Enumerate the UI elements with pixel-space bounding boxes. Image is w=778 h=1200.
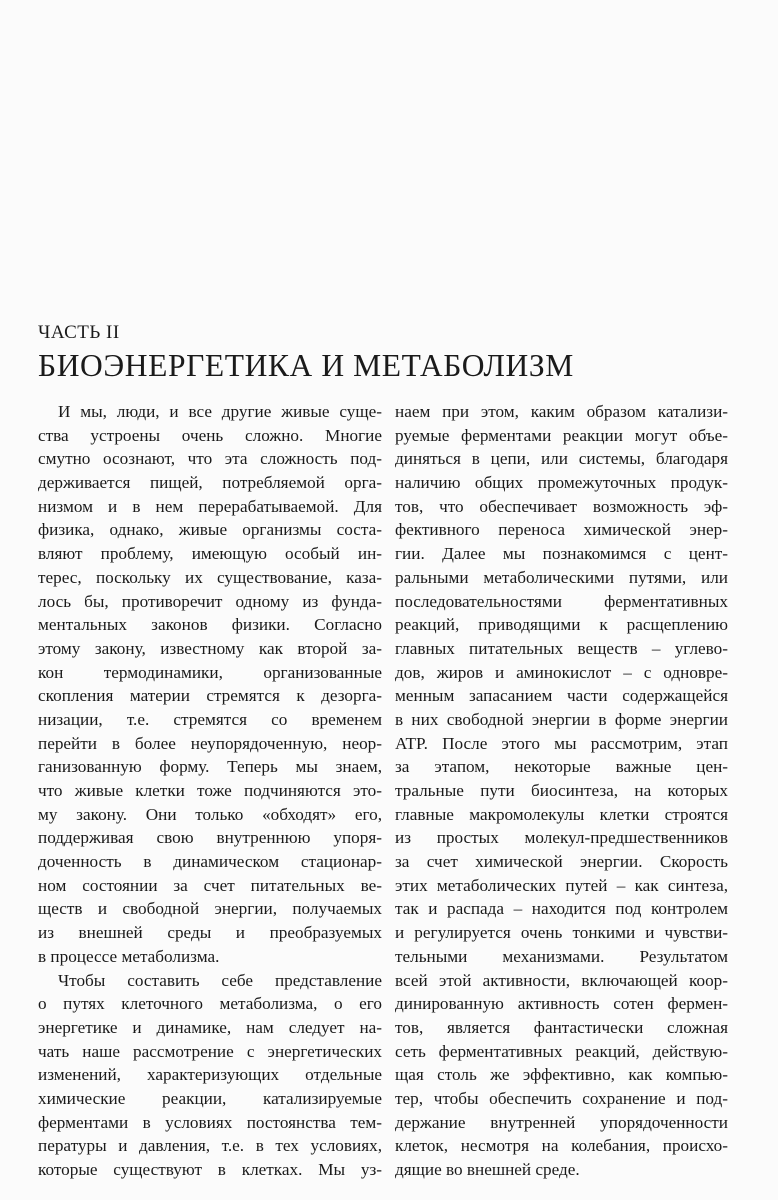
text-line: пературы и давления, т.е. в тех условиях, xyxy=(38,1136,382,1156)
text-line: фективного переноса химической энер- xyxy=(395,520,728,540)
text-line: наличию общих промежуточных продук- xyxy=(395,473,728,493)
text-line: всей этой активности, включающей коор- xyxy=(395,970,728,990)
text-line: из внешней среды и преобразуемых xyxy=(38,923,382,943)
text-line: тральные пути биосинтеза, на которых xyxy=(395,781,728,800)
text-line: реакций, приводящими к расщеплению xyxy=(395,615,728,635)
text-line: ганизованную форму. Теперь мы знаем, xyxy=(38,757,382,777)
text-line: физика, однако, живые организмы соста- xyxy=(38,520,382,540)
text-line: кон термодинамики, организованные xyxy=(38,662,382,682)
text-line: вляют проблему, имеющую особый ин- xyxy=(38,544,382,564)
text-line: смутно осознают, что эта сложность под- xyxy=(38,449,382,469)
text-line: изменений, характеризующих отдельные xyxy=(38,1065,382,1085)
text-column-left xyxy=(38,400,382,1182)
part-label: ЧАСТЬ II xyxy=(38,322,120,343)
text-line: так и распада – находится под контролем xyxy=(395,899,728,919)
text-line: тельными механизмами. Результатом xyxy=(395,946,728,966)
text-line: ществ и свободной энергии, получаемых xyxy=(38,899,382,919)
text-line: энергетике и динамике, нам следует на- xyxy=(38,1017,382,1037)
text-line: руемые ферментами реакции могут объе- xyxy=(395,425,728,445)
text-line: скопления материи стремятся к дезорга- xyxy=(38,686,382,706)
text-line: ном состоянии за счет питательных ве- xyxy=(38,875,382,895)
text-line: ферментами в условиях постоянства тем- xyxy=(38,1112,382,1132)
text-line: Чтобы составить себе представление xyxy=(58,970,382,990)
text-line: главных питательных веществ – углево- xyxy=(395,638,728,658)
text-line: ства устроены очень сложно. Многие xyxy=(38,425,382,445)
text-line: поддерживая свою внутреннюю упоря- xyxy=(38,828,382,848)
text-line: держивается пищей, потребляемой орга- xyxy=(38,473,382,493)
text-line: му закону. Они только «обходят» его, xyxy=(38,804,382,824)
text-line: гии. Далее мы познакомимся с цент- xyxy=(395,544,728,564)
text-line: динированную активность сотен фермен- xyxy=(395,994,728,1014)
text-line: этому закону, известному как второй за- xyxy=(38,638,382,658)
text-line: ATP. После этого мы рассмотрим, этап xyxy=(395,733,728,753)
text-line: и регулируется очень тонкими и чувстви- xyxy=(395,923,728,943)
text-line: тов, является фантастически сложная xyxy=(395,1017,728,1037)
text-line: низации, т.е. стремятся со временем xyxy=(38,709,382,729)
text-line: терес, поскольку их существование, каза- xyxy=(38,567,382,587)
text-line: этих метаболических путей – как синтеза, xyxy=(395,875,728,895)
text-line: из простых молекул-предшественников xyxy=(395,828,728,848)
text-line: химические реакции, катализируемые xyxy=(38,1088,382,1108)
part-title: БИОЭНЕРГЕТИКА И МЕТАБОЛИЗМ xyxy=(38,348,574,383)
text-line: низмом и в нем перерабатываемой. Для xyxy=(38,496,382,516)
text-line: чать наше рассмотрение с энергетических xyxy=(38,1041,382,1061)
text-line: которые существуют в клетках. Мы уз- xyxy=(38,1160,382,1179)
text-line: главные макромолекулы клетки строятся xyxy=(395,804,728,824)
text-line: ментальных законов физики. Согласно xyxy=(38,615,382,635)
text-line: тер, чтобы обеспечить сохранение и под- xyxy=(395,1088,728,1108)
text-line: в них свободной энергии в форме энергии xyxy=(395,709,728,729)
text-line: наем при этом, каким образом катализи- xyxy=(395,402,728,421)
text-line: держание внутренней упорядоченности xyxy=(395,1112,728,1132)
text-line: дов, жиров и аминокислот – с одновре- xyxy=(395,662,728,682)
text-line: ральными метаболическими путями, или xyxy=(395,567,728,587)
text-line: перейти в более неупорядоченную, неор- xyxy=(38,733,382,753)
text-line: щая столь же эффективно, как компью- xyxy=(395,1065,728,1085)
text-line: что живые клетки тоже подчиняются это- xyxy=(38,781,382,800)
text-line: дящие во внешней среде. xyxy=(395,1160,580,1179)
text-column-right xyxy=(395,400,728,1182)
text-line: лось бы, противоречит одному из фунда- xyxy=(38,591,382,611)
text-line: о путях клеточного метаболизма, о его xyxy=(38,994,382,1014)
text-line: тов, что обеспечивает возможность эф- xyxy=(395,496,728,516)
text-line: в процессе метаболизма. xyxy=(38,946,220,966)
text-line: менным запасанием части содержащейся xyxy=(395,686,728,706)
text-line: И мы, люди, и все другие живые суще- xyxy=(58,402,382,421)
text-line: за этапом, некоторые важные цен- xyxy=(395,757,728,777)
text-line: диняться в цепи, или системы, благодаря xyxy=(395,449,728,469)
text-line: доченность в динамическом стационар- xyxy=(38,852,382,872)
text-line: клеток, несмотря на колебания, происхо- xyxy=(395,1136,728,1156)
text-line: последовательностями ферментативных xyxy=(395,591,728,611)
text-line: сеть ферментативных реакций, действую- xyxy=(395,1041,728,1061)
text-line: за счет химической энергии. Скорость xyxy=(395,852,728,872)
